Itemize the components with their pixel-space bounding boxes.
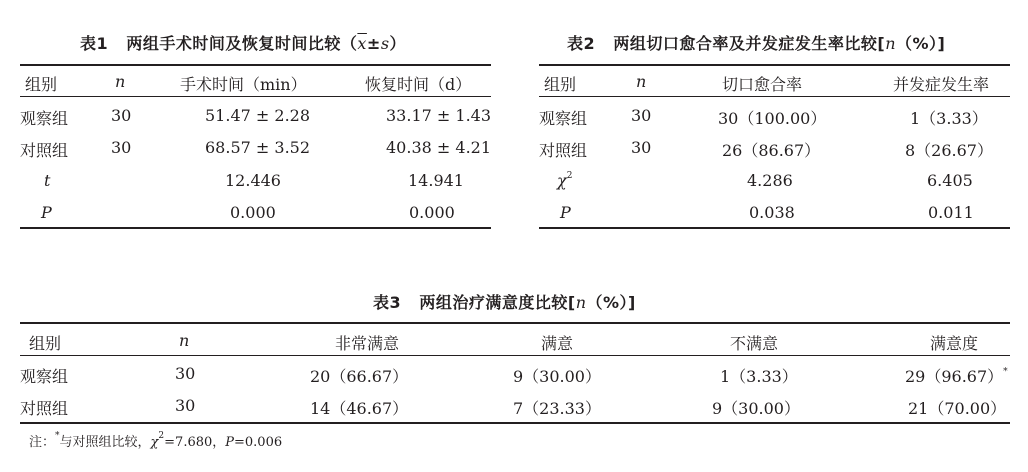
table3-row1-group: 观察组 [20, 367, 69, 386]
table1-row4-stat-p: P [41, 203, 52, 222]
table2-row1-complication: 1（3.33） [910, 109, 988, 128]
table1-row2-surgery: 68.57 ± 3.52 [205, 138, 311, 157]
table1-header-recovery-time: 恢复时间（d） [365, 75, 472, 94]
table1-row4-recovery: 0.000 [409, 203, 455, 222]
footnote-chi: χ [150, 435, 159, 450]
table1-row4-surgery: 0.000 [230, 203, 276, 222]
table2-row1-n: 30 [631, 106, 652, 125]
table2-row4-stat-p: P [560, 203, 571, 222]
table1-row3-recovery: 14.941 [408, 171, 464, 190]
table1-row3-surgery: 12.446 [225, 171, 281, 190]
table1-caption [80, 31, 406, 54]
table2-row2-group: 对照组 [539, 141, 588, 160]
table2-header-complication-rate: 并发症发生率 [893, 75, 990, 94]
table2-row3-chi-sup: 2 [566, 171, 573, 181]
table1-row1-group: 观察组 [20, 109, 69, 128]
footnote-text1: 与对照组比较， [59, 435, 151, 450]
table1-header-surgery-time: 手术时间（min） [180, 75, 307, 94]
table1-row2-group: 对照组 [20, 141, 69, 160]
table1-row1-n: 30 [111, 106, 132, 125]
footnote-p: P [225, 435, 235, 450]
table2-row1-healing: 30（100.00） [718, 109, 827, 128]
table2-row2-n: 30 [631, 138, 652, 157]
table3-row1-very-satisfied: 20（66.67） [310, 367, 409, 386]
table3-row1-satisfaction [905, 364, 1008, 387]
table1-row3-stat-t: t [44, 171, 51, 190]
table3-caption-n: n [575, 293, 587, 312]
table2-caption [567, 31, 945, 54]
table2-row1-group: 观察组 [539, 109, 588, 128]
table2-row2-complication: 8（26.67） [905, 141, 993, 160]
table1-caption-s: s [380, 34, 390, 53]
table3-row1-star: * [1003, 367, 1008, 377]
table2-top-rule [539, 64, 1010, 66]
table2-header-rule [539, 96, 1010, 97]
table2-row3-chi-symbol: χ [557, 171, 567, 190]
table3-header-n: n [179, 331, 190, 350]
table3-header-satisfied: 满意 [541, 334, 574, 353]
table3-header-rule [20, 355, 1010, 356]
table3-caption-text: 两组治疗满意度比较[ [419, 293, 576, 312]
table3-header-unsatisfied: 不满意 [730, 334, 779, 353]
table1-row2-recovery: 40.38 ± 4.21 [386, 138, 492, 157]
table3-row2-n: 30 [175, 396, 196, 415]
table3-caption-close: （%）] [586, 293, 636, 312]
table3-header-satisfaction: 满意度 [930, 334, 979, 353]
footnote-chi-sup: 2 [158, 431, 165, 441]
table2-row2-healing: 26（86.67） [722, 141, 821, 160]
table1-header-rule [20, 96, 491, 97]
table3-bottom-rule [20, 422, 1010, 424]
table2-header-n: n [636, 72, 647, 91]
table3-header-group: 组别 [29, 334, 62, 353]
table1-caption-pm: ± [366, 34, 381, 53]
footnote-prefix: 注： [29, 435, 56, 450]
table3-row2-satisfied: 7（23.33） [513, 399, 601, 418]
table2-row3-complication: 6.405 [927, 171, 973, 190]
table2-caption-number: 表2 [567, 34, 596, 53]
table1-row1-surgery: 51.47 ± 2.28 [205, 106, 311, 125]
table1-caption-number: 表1 [80, 34, 109, 53]
table1-bottom-rule [20, 227, 491, 229]
table2-caption-n: n [885, 34, 896, 53]
table2-row3-stat-chi [557, 171, 572, 190]
table3-row2-unsatisfied: 9（30.00） [712, 399, 800, 418]
table2-bottom-rule [539, 227, 1010, 229]
table1-caption-xbar: $\overline{x}$ [357, 34, 367, 53]
table3-row2-group: 对照组 [20, 399, 69, 418]
table1-header-n: n [115, 72, 126, 91]
table3-caption [373, 290, 636, 313]
table3-footnote [29, 431, 282, 450]
table3-row1-n: 30 [175, 364, 196, 383]
footnote-text3: =0.006 [234, 435, 283, 450]
table2-row4-complication: 0.011 [928, 203, 974, 222]
table3-top-rule [20, 322, 1010, 324]
table2-header-healing-rate: 切口愈合率 [722, 75, 803, 94]
table1-row1-recovery: 33.17 ± 1.43 [386, 106, 492, 125]
table3-row1-satisfied: 9（30.00） [513, 367, 601, 386]
table1-row2-n: 30 [111, 138, 132, 157]
table1-header-group: 组别 [25, 75, 58, 94]
table1-top-rule [20, 64, 491, 66]
table3-header-very-satisfied: 非常满意 [335, 334, 400, 353]
table3-row1-unsatisfied: 1（3.33） [720, 367, 798, 386]
table3-row1-satisfaction-value: 29（96.67） [905, 367, 1004, 386]
table3-caption-number: 表3 [373, 293, 402, 312]
table1-caption-close: ） [389, 34, 407, 53]
table2-row3-healing: 4.286 [747, 171, 793, 190]
footnote-text2: =7.680， [164, 435, 226, 450]
table2-row4-healing: 0.038 [749, 203, 795, 222]
table1-caption-text: 两组手术时间及恢复时间比较（ [126, 34, 358, 53]
footnote-star: * [55, 431, 60, 441]
table3-row2-very-satisfied: 14（46.67） [310, 399, 409, 418]
table3-row2-satisfaction: 21（70.00） [908, 399, 1007, 418]
table2-caption-close: （%）] [896, 34, 946, 53]
table2-caption-text: 两组切口愈合率及并发症发生率比较[ [613, 34, 886, 53]
table2-header-group: 组别 [544, 75, 577, 94]
